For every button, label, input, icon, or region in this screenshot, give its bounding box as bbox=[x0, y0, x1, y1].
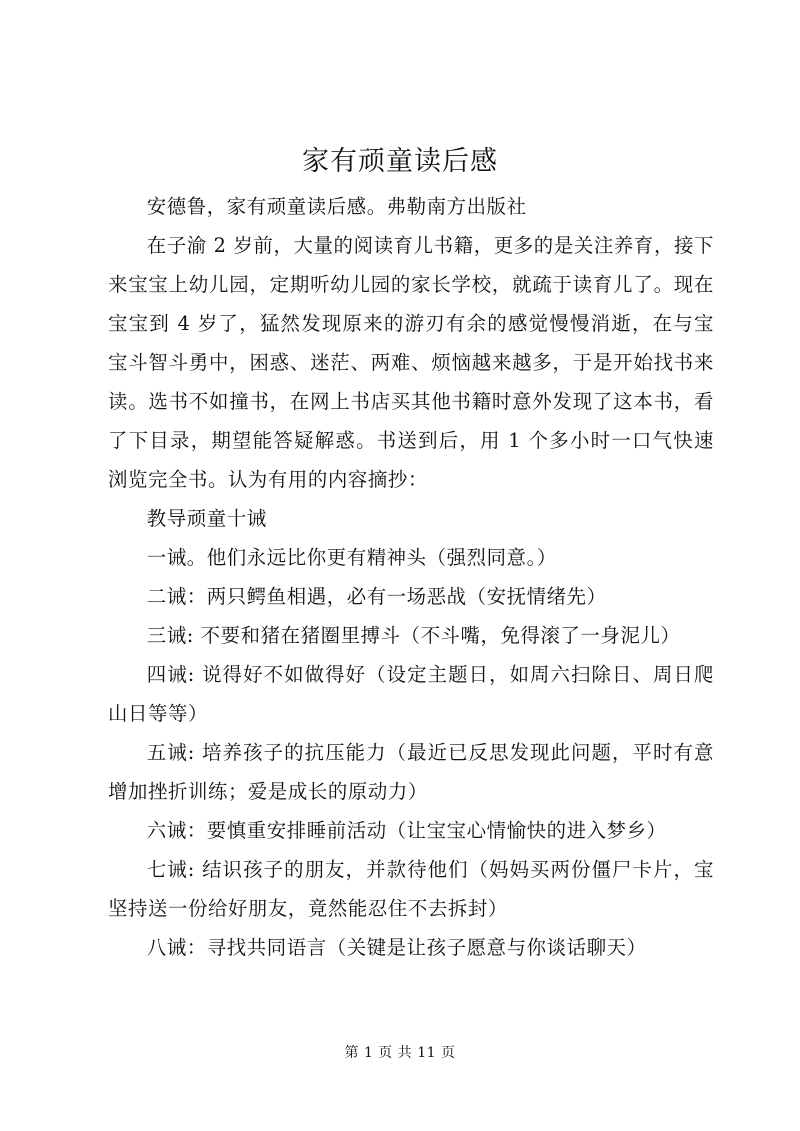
paragraph-rule-7: 七诫: 结识孩子的朋友，并款待他们（妈妈买两份僵尸卡片，宝坚持送一份给好朋友，竟然能忍住不去拆封） bbox=[108, 858, 714, 920]
document-body bbox=[108, 187, 714, 967]
paragraph-source: 安德鲁，家有顽童读后感。弗勒南方出版社 bbox=[146, 195, 527, 218]
page-footer bbox=[0, 1043, 800, 1063]
paragraph-rule-8: 八诫：寻找共同语言（关键是让孩子愿意与你谈话聊天） bbox=[146, 936, 647, 959]
paragraph-rule-6: 六诫：要慎重安排睡前活动（让宝宝心情愉快的进入梦乡） bbox=[146, 819, 667, 842]
paragraph-rule-5: 五诫: 培养孩子的抗压能力（最近已反思发现此问题，平时有意增加挫折训练；爱是成长的原动力） bbox=[108, 741, 714, 803]
document-title: 家有顽童读后感 bbox=[302, 146, 498, 177]
paragraph-intro: 在子渝 2 岁前，大量的阅读育儿书籍，更多的是关注养育，接下来宝宝上幼儿园，定期听幼儿园的家长学校，就疏于读育儿了。现在宝宝到 4 岁了，猛然发现原来的游刃有余的感觉慢慢消逝，在与宝宝斗智斗勇中，困惑、迷茫、两难、烦恼越来越多，于是开始找书来读。选书不如撞书，在网上书店买其他书籍时意外发现了这本书，看了下目录，期望能答疑解惑。书送到后，用 1 个多小时一口气快速浏览完全书。认为有用的内容摘抄： bbox=[108, 234, 714, 491]
paragraph-rule-2: 二诫：两只鳄鱼相遇，必有一场恶战（安抚情绪先） bbox=[146, 585, 607, 608]
page-number-label: 第 1 页 共 11 页 bbox=[344, 1045, 456, 1061]
paragraph-rule-3: 三诫: 不要和猪在猪圈里搏斗（不斗嘴，免得滚了一身泥儿） bbox=[146, 624, 681, 647]
paragraph-heading-ten-rules: 教导顽童十诫 bbox=[146, 507, 267, 530]
paragraph-rule-1: 一诫。他们永远比你更有精神头（强烈同意。） bbox=[146, 546, 557, 569]
paragraph-rule-4: 四诫: 说得好不如做得好（设定主题日，如周六扫除日、周日爬山日等等） bbox=[108, 663, 714, 725]
